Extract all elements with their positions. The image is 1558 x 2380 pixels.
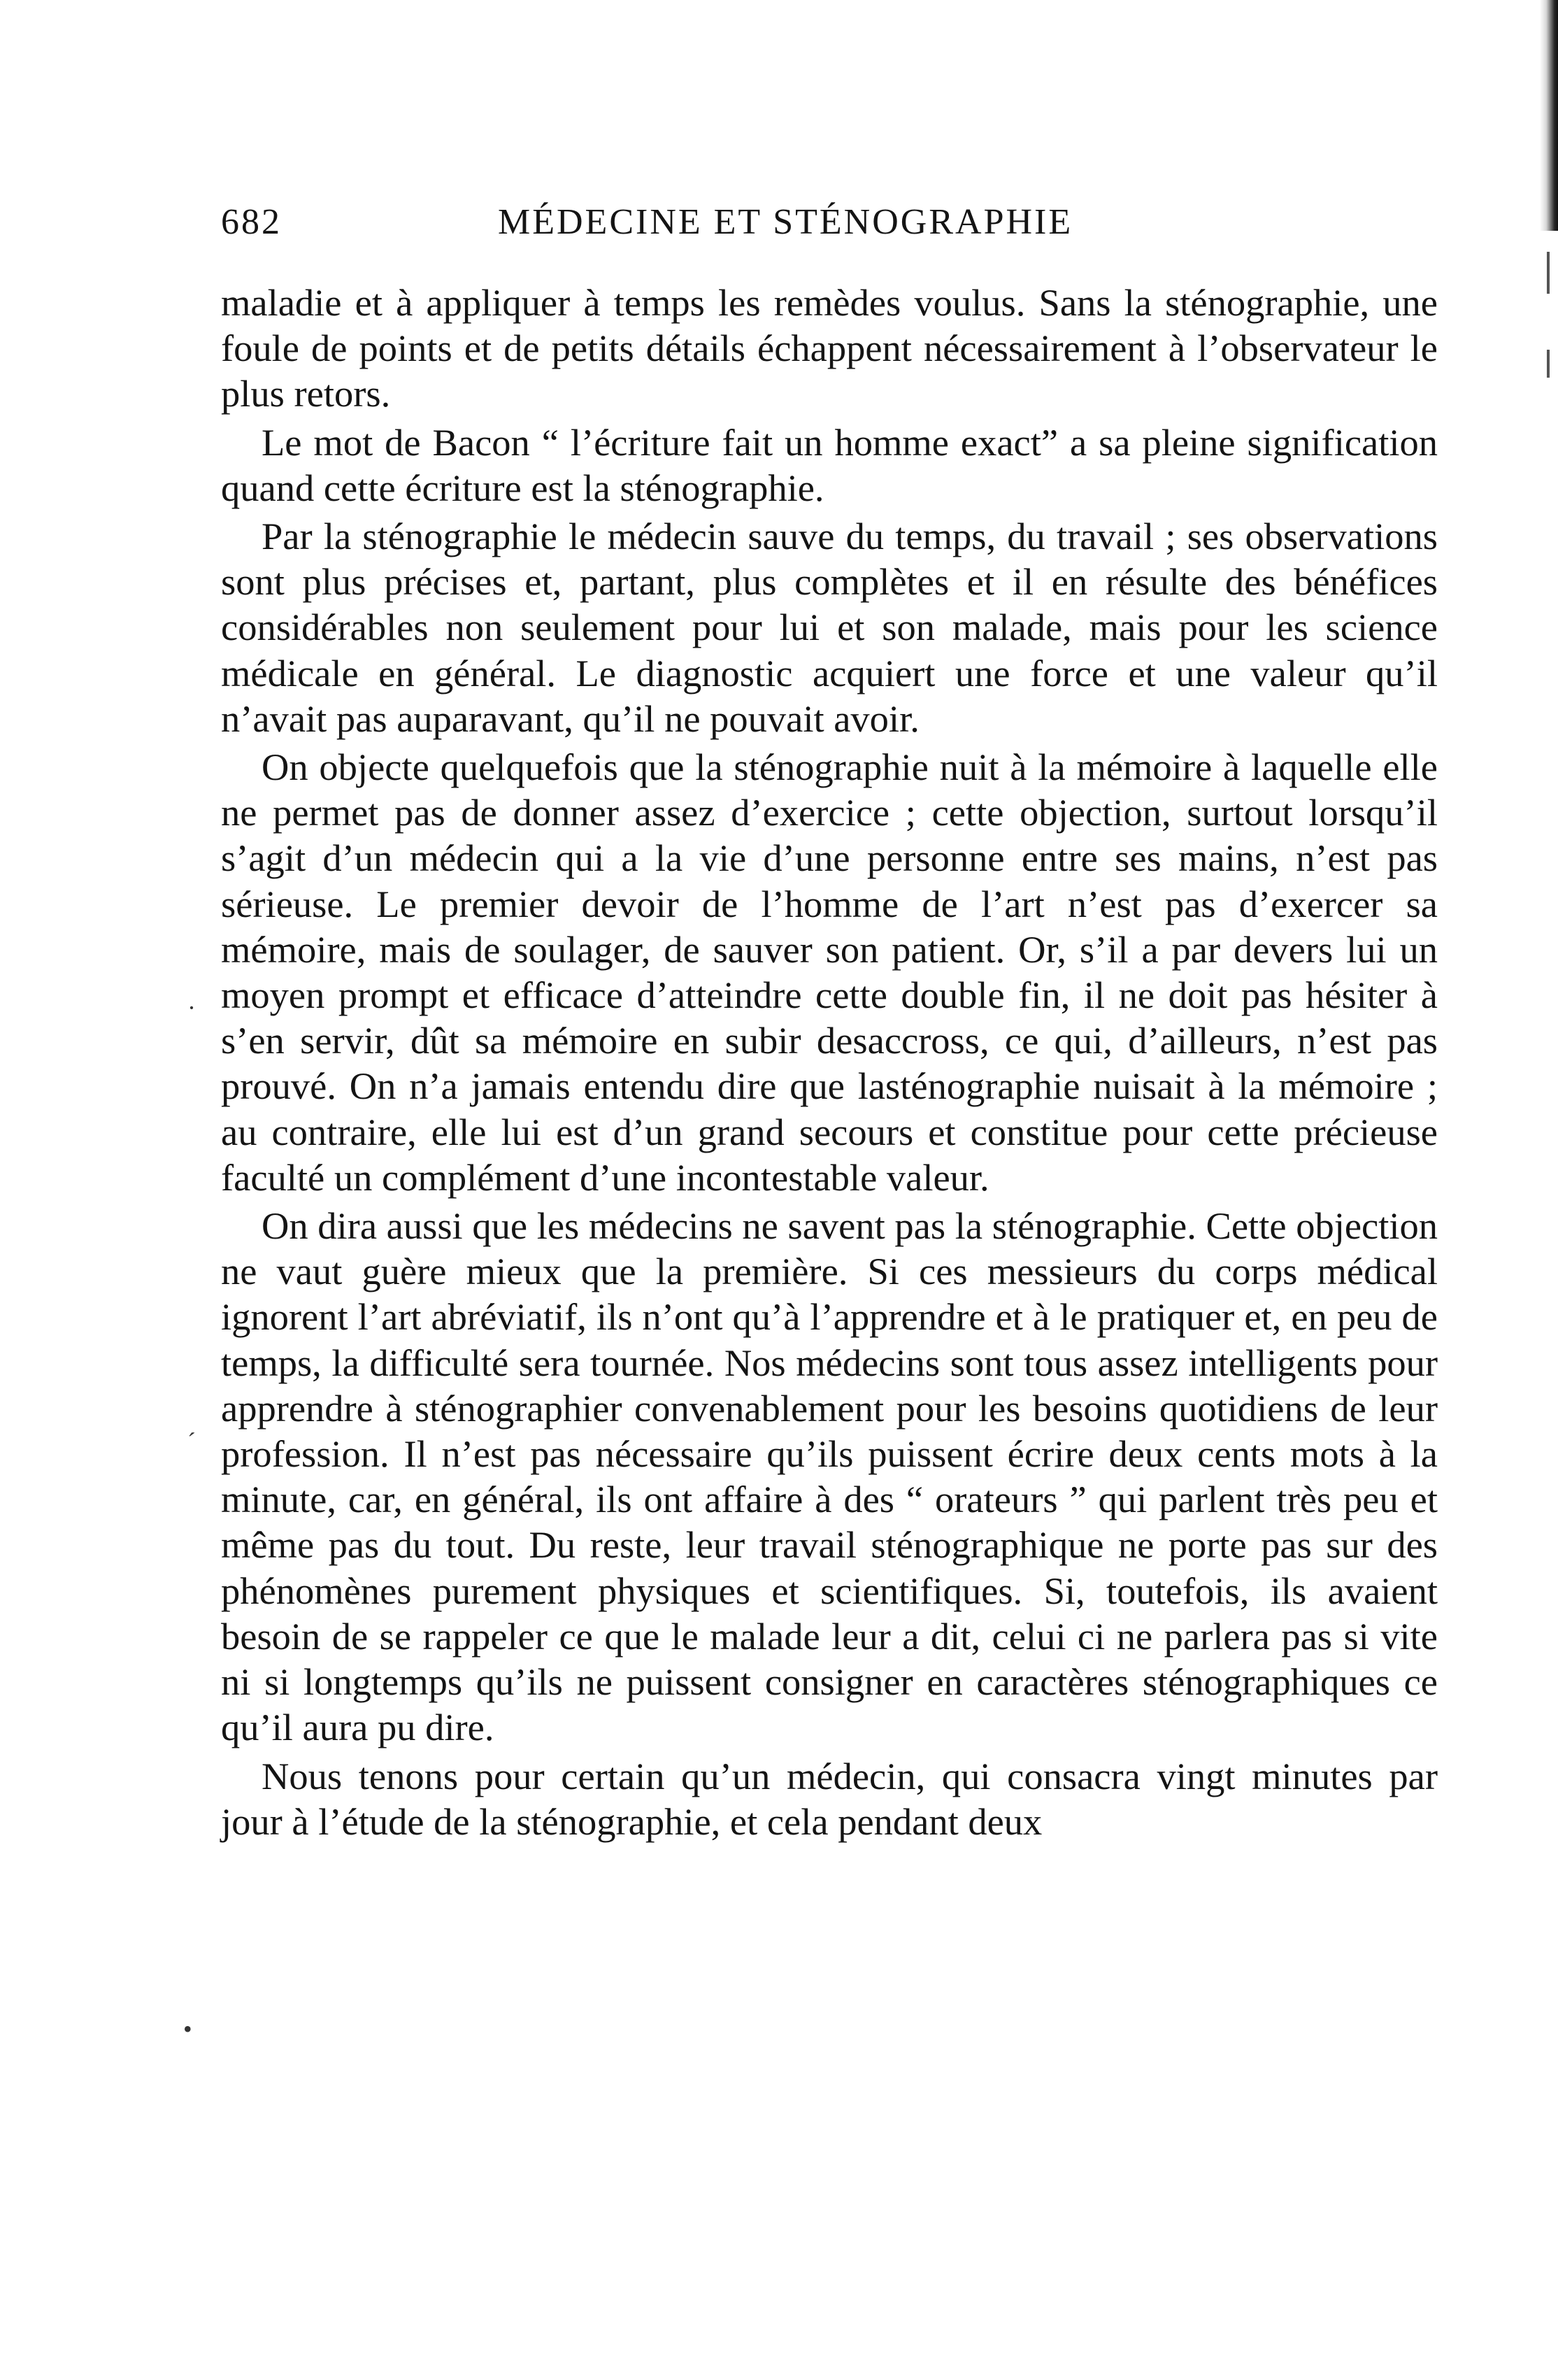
body-text [221, 280, 1438, 1844]
paragraph-3: Par la sténographie le médecin sauve du temps, du travail ; ses observations sont plus précises et, partant, plus complètes et il en résulte des bénéfices considérables non seulement pour lui et son malade, mais pour les science médicale en général. Le diagnostic acquiert une force et une valeur qu’il n’avait pas auparavant, qu’il ne pouvait avoir. [221, 515, 1438, 740]
margin-tick: ˊ [187, 1427, 196, 1455]
page-number: 682 [221, 202, 282, 242]
paragraph-5: On dira aussi que les médecins ne savent pas la sténographie. Cette objection ne vaut guère mieux que la première. Si ces messieurs du corps médical ignorent l’art abréviatif, ils n’ont qu’à l’apprendre et à le pratiquer et, en peu de temps, la difficulté sera tournée. Nos médecins sont tous assez intelligents pour apprendre à sténographier convenablement pour les besoins quotidiens de leur profession. Il n’est pas nécessaire qu’ils puissent écrire deux cents mots à la minute, car, en général, ils ont affaire à des “ orateurs ” qui parlent très peu et même pas du tout. Du reste, leur travail sténographique ne porte pas sur des phénomènes purement physiques et scientifiques. Si, toutefois, ils avaient besoin de se rappeler ce que le malade leur a dit, celui ci ne parlera pas si vite ni si longtemps qu’ils ne puissent consigner en caractères sténographiques ce qu’il aura pu dire. [221, 1204, 1438, 1749]
scan-speck [1547, 350, 1550, 378]
paragraph-4: On objecte quelquefois que la sténographie nuit à la mémoire à laquelle elle ne permet pas de donner assez d’exercice ; cette objection, surtout lorsqu’il s’agit d’un médecin qui a la vie d’une personne entre ses mains, n’est pas sérieuse. Le premier devoir de l’homme de l’art n’est pas d’exercer sa mémoire, mais de soulager, de sauver son patient. Or, s’il a par devers lui un moyen prompt et efficace d’atteindre cette double fin, il ne doit pas hésiter à s’en servir, dût sa mémoire en subir desaccross, ce qui, d’ailleurs, n’est pas prouvé. On n’a jamais entendu dire que lasténographie nuisait à la mémoire ; au contraire, elle lui est d’un grand secours et constitue pour cette précieuse faculté un complément d’une incontestable valeur. [221, 746, 1438, 1199]
page-header [221, 189, 1438, 245]
margin-dot: • [183, 2015, 192, 2043]
paragraph-6: Nous tenons pour certain qu’un médecin, qui consacra vingt minutes par jour à l’étude de la sténographie, et cela pendant deux [221, 1754, 1438, 1843]
margin-dot: · [187, 994, 196, 1022]
paragraph-1: maladie et à appliquer à temps les remèdes voulus. Sans la sténographie, une foule de points et de petits détails échappent nécessairement à l’observateur le plus retors. [221, 281, 1438, 415]
book-page [221, 189, 1438, 1844]
paragraph-2: Le mot de Bacon “ l’écriture fait un homme exact” a sa pleine signification quand cette écriture est la sténographie. [221, 420, 1438, 509]
page-binding-shadow [1540, 0, 1558, 231]
running-title: MÉDECINE ET STÉNOGRAPHIE [498, 202, 1073, 242]
scan-speck [1547, 252, 1550, 294]
